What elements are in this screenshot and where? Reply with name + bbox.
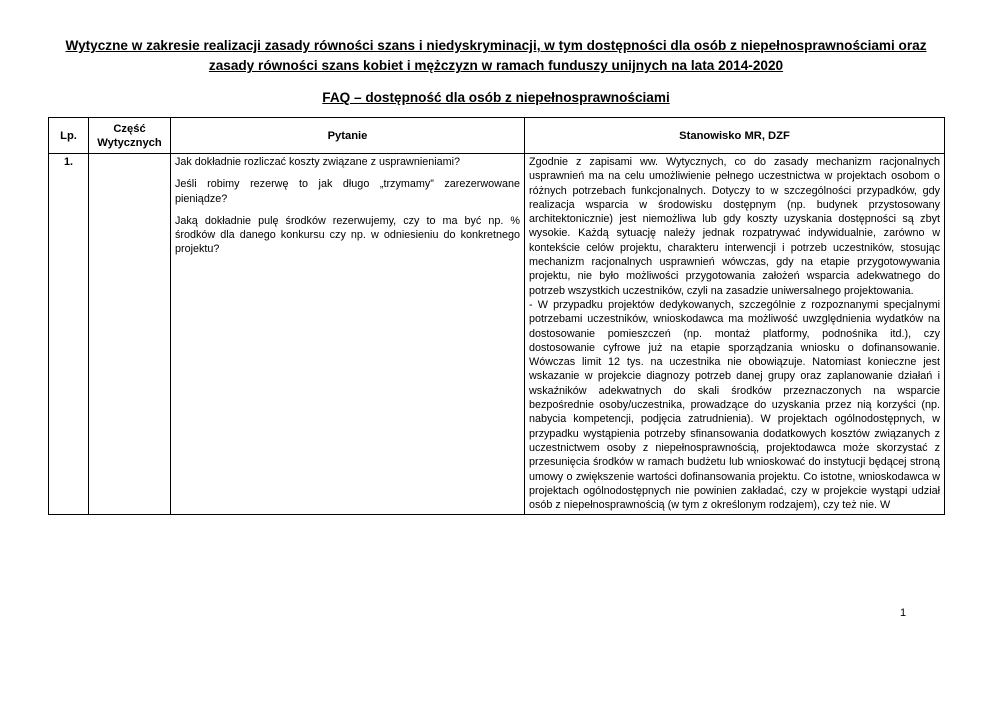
answer-paragraph: Zgodnie z zapisami ww. Wytycznych, co do zasady mechanizm racjonalnych usprawnień ma na celu umożliwienie pełnego uczestnictwa w projektach osobom o różnych potrzebach funkcjonalnych. Dotyczy to w szczególności przypadków, gdy realizacja wsparcia w środowisku dostępnym (np. budynek przystosowany architektonicznie) jest niemożliwa lub gdy koszty uzyskania dostępności są zbyt wysokie. Każdą sytuację należy jednak rozpatrywać indywidualnie, zarówno w kontekście celów projektu, charakteru interwencji i potrzeb uczestników, stosując mechanizm racjonalnych usprawnień wówczas, gdy na etapie przygotowywania projektu, nie było możliwości przygotowania założeń wsparcia adekwatnego do potrzeb wszystkich uczestników, czyli na zasadzie uniwersalnego projektowania. (529, 156, 940, 297)
column-header-lp: Lp. (49, 118, 89, 154)
table-row (49, 154, 945, 515)
row-number: 1. (49, 154, 89, 515)
document-title: Wytyczne w zakresie realizacji zasady równości szans i niedyskryminacji, w tym dostępności dla osób z niepełnosprawnościami oraz zasady równości szans kobiet i mężczyzn w ramach funduszy unijnych na lata 2014-2020 (65, 38, 927, 73)
document-subtitle: FAQ – dostępność dla osób z niepełnosprawnościami (322, 90, 670, 105)
question-paragraph: Jak dokładnie rozliczać koszty związane z usprawnieniami? (175, 156, 461, 168)
column-header-question: Pytanie (171, 118, 525, 154)
table-header-row (49, 118, 945, 154)
answer-paragraph: - W przypadku projektów dedykowanych, szczególnie z rozpoznanymi specjalnymi potrzebami uczestników, wnioskodawca ma możliwość uwzględnienia wydatków na dostosowanie pomieszczeń (np. montaż platformy, podnośnika itd.), czy dostosowanie cyfrowe już na etapie sporządzania wniosku o dofinansowanie. Wówczas limit 12 tys. na uczestnika nie obowiązuje. Natomiast konieczne jest wskazanie w projekcie diagnozy potrzeb danej grupy oraz zaplanowanie działań i wskaźników adekwatnych do skali środków przeznaczonych na wsparcie bezpośrednie osoby/uczestnika, prowadzące do uzyskania przez nią korzyści (np. nabycia kompetencji, podjęcia zatrudnienia). W projektach ogólnodostępnych, w przypadku wystąpienia potrzeby sfinansowania dodatkowych kosztów związanych z uczestnictwem osoby z niepełnosprawnością, projektodawca może skorzystać z przesunięcia środków w ramach budżetu lub wnioskować do instytucji będącej stroną umowy o zwiększenie wartości dofinansowania projektu. Co istotne, wnioskodawca w projektach ogólnodostępnych nie powinien zakładać, czy w projekcie wystąpi udział osób z niepełnosprawnością (w tym z określonym rodzajem), czy też nie. W (529, 298, 940, 512)
page-number: 1 (900, 607, 907, 619)
question-paragraph: Jeśli robimy rezerwę to jak długo „trzymamy” zarezerwowane pieniądze? (175, 178, 520, 205)
column-header-position: Stanowisko MR, DZF (525, 118, 945, 154)
faq-table (48, 117, 945, 515)
question-paragraph: Jaką dokładnie pulę środków rezerwujemy, czy to ma być np. % środków dla danego konkursu czy np. w odniesieniu do konkretnego projektu? (175, 214, 520, 256)
question-cell (171, 154, 525, 515)
column-header-part: Część Wytycznych (89, 118, 171, 154)
answer-cell (525, 154, 945, 515)
guidelines-part-cell (89, 154, 171, 515)
